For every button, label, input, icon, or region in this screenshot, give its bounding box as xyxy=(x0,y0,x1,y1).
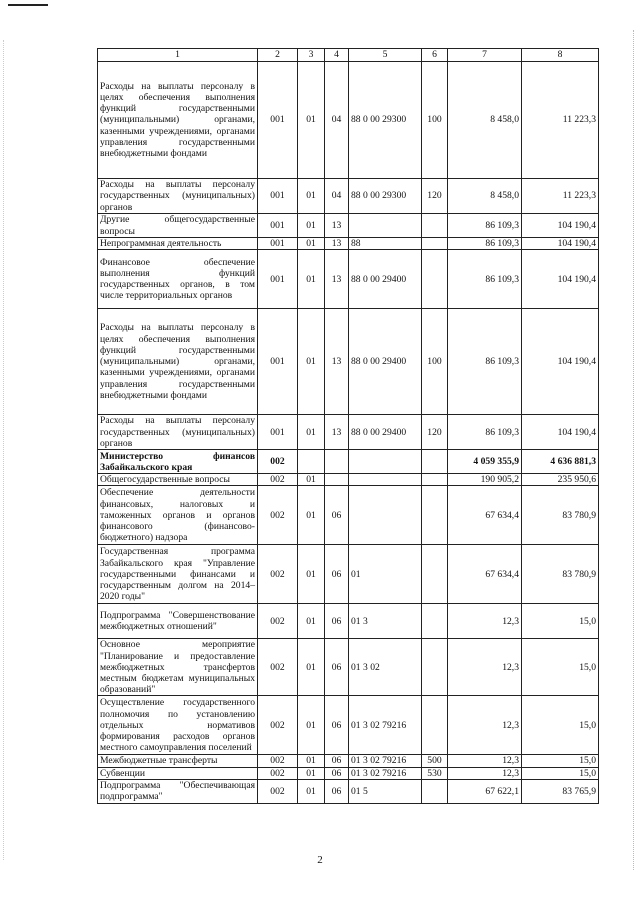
amount-year2-cell: 15,0 xyxy=(522,696,599,755)
row-name-cell: Расходы на выплаты персоналу в целях обеспечения выполнения функций государственными (муниципальными) органами, казенными учреждениями, органами управления государственными внебюджетными фондами xyxy=(98,309,258,415)
column-header: 7 xyxy=(448,49,522,62)
table-row xyxy=(98,779,599,803)
amount-year2-cell: 104 190,4 xyxy=(522,214,599,238)
row-name-cell: Межбюджетные трансферты xyxy=(98,755,258,767)
table-row xyxy=(98,474,599,486)
subsection-cell: 06 xyxy=(325,639,349,696)
expense-type-cell xyxy=(422,214,448,238)
table-row xyxy=(98,639,599,696)
expense-type-cell: 100 xyxy=(422,62,448,179)
amount-year1-cell: 12,3 xyxy=(448,755,522,767)
target-article-cell: 01 3 xyxy=(349,604,422,639)
admin-code-cell: 002 xyxy=(258,639,298,696)
target-article-cell: 01 3 02 xyxy=(349,639,422,696)
amount-year1-cell: 67 634,4 xyxy=(448,486,522,545)
target-article-cell xyxy=(349,474,422,486)
table-row xyxy=(98,767,599,779)
amount-year2-cell: 4 636 881,3 xyxy=(522,450,599,474)
table-row xyxy=(98,250,599,309)
target-article-cell: 88 0 00 29400 xyxy=(349,250,422,309)
amount-year2-cell: 11 223,3 xyxy=(522,62,599,179)
admin-code-cell: 001 xyxy=(258,238,298,250)
subsection-cell: 06 xyxy=(325,767,349,779)
expense-type-cell xyxy=(422,238,448,250)
amount-year1-cell: 67 634,4 xyxy=(448,545,522,604)
table-row xyxy=(98,415,599,450)
section-cell xyxy=(298,450,325,474)
amount-year2-cell: 235 950,6 xyxy=(522,474,599,486)
target-article-cell: 88 0 00 29400 xyxy=(349,415,422,450)
target-article-cell: 88 0 00 29300 xyxy=(349,179,422,214)
table-row xyxy=(98,309,599,415)
column-header: 6 xyxy=(422,49,448,62)
amount-year2-cell: 104 190,4 xyxy=(522,415,599,450)
admin-code-cell: 002 xyxy=(258,604,298,639)
subsection-cell xyxy=(325,450,349,474)
amount-year1-cell: 12,3 xyxy=(448,604,522,639)
amount-year2-cell: 83 780,9 xyxy=(522,486,599,545)
amount-year2-cell: 104 190,4 xyxy=(522,309,599,415)
admin-code-cell: 002 xyxy=(258,474,298,486)
row-name-cell: Подпрограмма "Обеспечивающая подпрограмма" xyxy=(98,779,258,803)
section-cell: 01 xyxy=(298,755,325,767)
table-row xyxy=(98,214,599,238)
row-name-cell: Министерство финансов Забайкальского края xyxy=(98,450,258,474)
subsection-cell: 06 xyxy=(325,696,349,755)
table-row xyxy=(98,696,599,755)
row-name-cell: Непрограммная деятельность xyxy=(98,238,258,250)
table-row xyxy=(98,62,599,179)
amount-year2-cell: 15,0 xyxy=(522,755,599,767)
admin-code-cell: 001 xyxy=(258,250,298,309)
section-cell: 01 xyxy=(298,767,325,779)
target-article-cell xyxy=(349,214,422,238)
amount-year2-cell: 15,0 xyxy=(522,767,599,779)
target-article-cell: 01 3 02 79216 xyxy=(349,696,422,755)
amount-year2-cell: 15,0 xyxy=(522,604,599,639)
expense-type-cell xyxy=(422,250,448,309)
amount-year2-cell: 83 765,9 xyxy=(522,779,599,803)
table-row xyxy=(98,450,599,474)
row-name-cell: Расходы на выплаты персоналу государственных (муниципальных) органов xyxy=(98,415,258,450)
admin-code-cell: 002 xyxy=(258,486,298,545)
table-row xyxy=(98,238,599,250)
admin-code-cell: 001 xyxy=(258,179,298,214)
expense-type-cell: 120 xyxy=(422,179,448,214)
expense-type-cell xyxy=(422,545,448,604)
section-cell: 01 xyxy=(298,214,325,238)
admin-code-cell: 002 xyxy=(258,755,298,767)
target-article-cell: 88 xyxy=(349,238,422,250)
section-cell: 01 xyxy=(298,415,325,450)
amount-year2-cell: 104 190,4 xyxy=(522,250,599,309)
subsection-cell: 06 xyxy=(325,604,349,639)
section-cell: 01 xyxy=(298,696,325,755)
admin-code-cell: 002 xyxy=(258,696,298,755)
column-header: 5 xyxy=(349,49,422,62)
amount-year1-cell: 86 109,3 xyxy=(448,250,522,309)
section-cell: 01 xyxy=(298,62,325,179)
section-cell: 01 xyxy=(298,639,325,696)
target-article-cell: 01 5 xyxy=(349,779,422,803)
row-name-cell: Субвенции xyxy=(98,767,258,779)
expense-type-cell: 100 xyxy=(422,309,448,415)
amount-year1-cell: 86 109,3 xyxy=(448,238,522,250)
row-name-cell: Общегосударственные вопросы xyxy=(98,474,258,486)
admin-code-cell: 002 xyxy=(258,779,298,803)
admin-code-cell: 002 xyxy=(258,545,298,604)
row-name-cell: Основное мероприятие "Планирование и предоставление межбюджетных трансфертов местным бюджетам муниципальных образований" xyxy=(98,639,258,696)
column-header: 2 xyxy=(258,49,298,62)
amount-year1-cell: 4 059 355,9 xyxy=(448,450,522,474)
expense-type-cell: 530 xyxy=(422,767,448,779)
scan-edge-right xyxy=(632,30,634,870)
section-cell: 01 xyxy=(298,779,325,803)
expense-type-cell xyxy=(422,696,448,755)
expense-type-cell: 500 xyxy=(422,755,448,767)
budget-table xyxy=(97,48,599,804)
target-article-cell: 88 0 00 29400 xyxy=(349,309,422,415)
subsection-cell: 13 xyxy=(325,415,349,450)
amount-year1-cell: 8 458,0 xyxy=(448,179,522,214)
amount-year2-cell: 83 780,9 xyxy=(522,545,599,604)
section-cell: 01 xyxy=(298,545,325,604)
expense-type-cell xyxy=(422,639,448,696)
table-row xyxy=(98,604,599,639)
section-cell: 01 xyxy=(298,250,325,309)
amount-year1-cell: 8 458,0 xyxy=(448,62,522,179)
row-name-cell: Государственная программа Забайкальского края "Управление государственными финансами и государственным долгом на 2014–2020 годы" xyxy=(98,545,258,604)
subsection-cell: 06 xyxy=(325,545,349,604)
table-header-row xyxy=(98,49,599,62)
row-name-cell: Расходы на выплаты персоналу государственных (муниципальных) органов xyxy=(98,179,258,214)
target-article-cell: 88 0 00 29300 xyxy=(349,62,422,179)
subsection-cell: 04 xyxy=(325,179,349,214)
section-cell: 01 xyxy=(298,604,325,639)
table-row xyxy=(98,179,599,214)
subsection-cell: 06 xyxy=(325,486,349,545)
section-cell: 01 xyxy=(298,486,325,545)
target-article-cell xyxy=(349,486,422,545)
column-header: 4 xyxy=(325,49,349,62)
row-name-cell: Расходы на выплаты персоналу в целях обеспечения выполнения функций государственными (муниципальными) органами, казенными учреждениями, органами управления государственными внебюджетными фондами xyxy=(98,62,258,179)
top-rule xyxy=(8,4,48,6)
expense-type-cell xyxy=(422,779,448,803)
table-row xyxy=(98,545,599,604)
admin-code-cell: 002 xyxy=(258,767,298,779)
expense-type-cell xyxy=(422,474,448,486)
amount-year1-cell: 67 622,1 xyxy=(448,779,522,803)
row-name-cell: Финансовое обеспечение выполнения функций государственных органов, в том числе территориальных органов xyxy=(98,250,258,309)
row-name-cell: Обеспечение деятельности финансовых, налоговых и таможенных органов и органов финансового (финансово-бюджетного) надзора xyxy=(98,486,258,545)
section-cell: 01 xyxy=(298,309,325,415)
amount-year1-cell: 86 109,3 xyxy=(448,214,522,238)
column-header: 8 xyxy=(522,49,599,62)
page-number: 2 xyxy=(317,854,323,866)
section-cell: 01 xyxy=(298,238,325,250)
table-row xyxy=(98,486,599,545)
section-cell: 01 xyxy=(298,179,325,214)
admin-code-cell: 001 xyxy=(258,309,298,415)
amount-year1-cell: 12,3 xyxy=(448,767,522,779)
amount-year1-cell: 12,3 xyxy=(448,639,522,696)
subsection-cell: 13 xyxy=(325,250,349,309)
amount-year2-cell: 11 223,3 xyxy=(522,179,599,214)
subsection-cell: 13 xyxy=(325,309,349,415)
subsection-cell: 04 xyxy=(325,62,349,179)
row-name-cell: Другие общегосударственные вопросы xyxy=(98,214,258,238)
amount-year1-cell: 86 109,3 xyxy=(448,415,522,450)
section-cell: 01 xyxy=(298,474,325,486)
expense-type-cell xyxy=(422,604,448,639)
expense-type-cell xyxy=(422,450,448,474)
admin-code-cell: 002 xyxy=(258,450,298,474)
row-name-cell: Подпрограмма "Совершенствование межбюджетных отношений" xyxy=(98,604,258,639)
subsection-cell: 06 xyxy=(325,779,349,803)
target-article-cell xyxy=(349,450,422,474)
admin-code-cell: 001 xyxy=(258,62,298,179)
amount-year2-cell: 15,0 xyxy=(522,639,599,696)
admin-code-cell: 001 xyxy=(258,415,298,450)
amount-year2-cell: 104 190,4 xyxy=(522,238,599,250)
subsection-cell: 13 xyxy=(325,214,349,238)
target-article-cell: 01 3 02 79216 xyxy=(349,755,422,767)
amount-year1-cell: 86 109,3 xyxy=(448,309,522,415)
column-header: 3 xyxy=(298,49,325,62)
admin-code-cell: 001 xyxy=(258,214,298,238)
subsection-cell: 06 xyxy=(325,755,349,767)
amount-year1-cell: 190 905,2 xyxy=(448,474,522,486)
scan-edge-left xyxy=(3,40,5,860)
expense-type-cell xyxy=(422,486,448,545)
subsection-cell xyxy=(325,474,349,486)
column-header: 1 xyxy=(98,49,258,62)
expense-type-cell: 120 xyxy=(422,415,448,450)
row-name-cell: Осуществление государственного полномочия по установлению отдельных нормативов формирования расходов органов местного самоуправления поселений xyxy=(98,696,258,755)
amount-year1-cell: 12,3 xyxy=(448,696,522,755)
target-article-cell: 01 3 02 79216 xyxy=(349,767,422,779)
subsection-cell: 13 xyxy=(325,238,349,250)
table-row xyxy=(98,755,599,767)
target-article-cell: 01 xyxy=(349,545,422,604)
